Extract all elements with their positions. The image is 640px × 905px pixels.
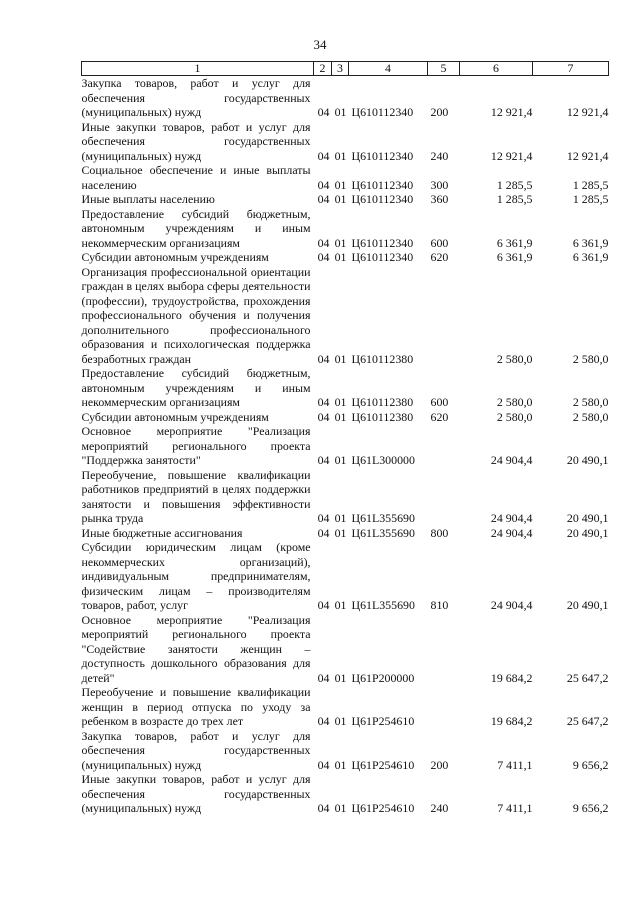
row-amount-2: 6 361,9 — [572, 235, 609, 250]
row-amount-1: 19 684,2 — [490, 670, 533, 685]
row-target-article: Ц610112340 — [351, 148, 414, 163]
row-section: 04 — [317, 177, 330, 192]
row-amount-1: 6 361,9 — [496, 235, 533, 250]
row-target-article: Ц610112340 — [351, 250, 414, 264]
row-expense-type: 600 — [430, 235, 449, 250]
row-section: 04 — [317, 395, 330, 409]
table-row — [82, 424, 609, 468]
row-section: 04 — [317, 192, 330, 206]
row-name: Иные закупки товаров, работ и услуг для обеспечения государственных (муниципальных) нужд — [81, 772, 311, 815]
row-section: 04 — [317, 757, 330, 772]
row-target-article: Ц61P254610 — [351, 801, 415, 815]
row-section: 04 — [317, 235, 330, 250]
row-amount-1: 2 580,0 — [496, 351, 533, 366]
row-name: Субсидии юридическим лицам (кроме некоммерческих организаций), индивидуальным предпринимателям, физическим лицам – производителям товаров, работ, услуг — [81, 540, 311, 612]
row-section: 04 — [317, 148, 330, 163]
row-section: 04 — [317, 409, 330, 424]
table-row — [82, 729, 609, 773]
table-row — [82, 410, 609, 425]
table-row — [82, 468, 609, 526]
row-expense-type: 620 — [430, 409, 449, 424]
row-subsection: 01 — [334, 409, 347, 424]
row-subsection: 01 — [334, 757, 347, 772]
row-target-article: Ц61L355690 — [351, 525, 415, 540]
row-section: 04 — [317, 525, 330, 540]
row-subsection: 01 — [334, 395, 347, 409]
row-name: Субсидии автономным учреждениям — [81, 409, 269, 424]
row-target-article: Ц61L355690 — [351, 598, 415, 612]
row-amount-1: 2 580,0 — [496, 395, 533, 409]
row-amount-1: 1 285,5 — [496, 177, 533, 192]
row-amount-1: 19 684,2 — [490, 714, 533, 728]
row-expense-type: 240 — [430, 148, 449, 163]
table-row — [82, 120, 609, 164]
row-expense-type: 800 — [430, 525, 449, 540]
row-amount-2: 1 285,5 — [572, 177, 609, 192]
row-amount-1: 7 411,1 — [497, 801, 533, 815]
table-row — [82, 613, 609, 686]
budget-table — [81, 61, 609, 816]
row-target-article: Ц610112340 — [351, 177, 414, 192]
row-name: Переобучение и повышение квалификации женщин в период отпуска по уходу за ребенком в возрасте до трех лет — [81, 685, 311, 728]
table-row — [82, 207, 609, 251]
table-row — [82, 540, 609, 613]
row-section: 04 — [317, 714, 330, 728]
row-expense-type: 200 — [430, 757, 449, 772]
row-target-article: Ц610112380 — [351, 395, 414, 409]
row-amount-2: 20 490,1 — [566, 511, 609, 525]
row-subsection: 01 — [334, 453, 347, 467]
row-amount-2: 1 285,5 — [572, 192, 609, 206]
row-amount-1: 2 580,0 — [496, 409, 533, 424]
row-expense-type: 810 — [430, 598, 449, 612]
row-name: Закупка товаров, работ и услуг для обеспечения государственных (муниципальных) нужд — [81, 76, 311, 119]
row-name: Субсидии автономным учреждениям — [81, 250, 269, 264]
row-amount-2: 2 580,0 — [572, 409, 609, 424]
row-amount-2: 9 656,2 — [572, 801, 609, 815]
row-subsection: 01 — [334, 714, 347, 728]
header-cell-expense-type: 5 — [428, 62, 460, 76]
row-amount-1: 24 904,4 — [490, 453, 533, 467]
row-subsection: 01 — [334, 511, 347, 525]
row-expense-type — [428, 468, 460, 526]
row-section: 04 — [317, 453, 330, 467]
header-cell-section: 2 — [314, 62, 332, 76]
row-amount-2: 25 647,2 — [566, 670, 609, 685]
row-target-article: Ц610112380 — [351, 409, 414, 424]
row-target-article: Ц610112340 — [351, 105, 414, 119]
table-row — [82, 366, 609, 410]
table-row — [82, 250, 609, 265]
row-expense-type: 240 — [430, 801, 449, 815]
row-target-article: Ц61L355690 — [351, 511, 415, 525]
header-cell-amount-1: 6 — [460, 62, 533, 76]
row-section: 04 — [317, 801, 330, 815]
row-section: 04 — [317, 351, 330, 366]
row-name: Закупка товаров, работ и услуг для обеспечения государственных (муниципальных) нужд — [81, 728, 311, 772]
row-name: Социальное обеспечение и иные выплаты населению — [81, 163, 311, 192]
row-expense-type — [428, 265, 460, 367]
row-amount-1: 12 921,4 — [490, 148, 533, 163]
row-name: Предоставление субсидий бюджетным, автономным учреждениям и иным некоммерческим организациям — [81, 206, 311, 250]
header-cell-amount-2: 7 — [533, 62, 609, 76]
row-amount-2: 20 490,1 — [566, 525, 609, 540]
row-amount-2: 20 490,1 — [566, 598, 609, 612]
row-expense-type: 200 — [430, 105, 449, 119]
row-expense-type — [428, 685, 460, 729]
row-target-article: Ц61L300000 — [351, 453, 415, 467]
row-expense-type: 600 — [430, 395, 449, 409]
row-section: 04 — [317, 250, 330, 264]
row-amount-2: 12 921,4 — [566, 105, 609, 119]
row-target-article: Ц610112340 — [351, 235, 414, 250]
row-amount-1: 7 411,1 — [497, 757, 533, 772]
row-section: 04 — [317, 511, 330, 525]
table-row — [82, 76, 609, 120]
table-row — [82, 772, 609, 816]
row-target-article: Ц61P254610 — [351, 714, 415, 728]
row-expense-type — [428, 613, 460, 686]
row-amount-1: 12 921,4 — [490, 105, 533, 119]
table-row — [82, 192, 609, 207]
table-row — [82, 265, 609, 367]
row-subsection: 01 — [334, 177, 347, 192]
table-row — [82, 526, 609, 541]
table-row — [82, 685, 609, 729]
row-amount-1: 24 904,4 — [490, 525, 533, 540]
row-section: 04 — [317, 598, 330, 612]
row-amount-2: 25 647,2 — [566, 714, 609, 728]
row-amount-2: 9 656,2 — [572, 757, 609, 772]
row-expense-type: 360 — [430, 192, 449, 206]
row-name: Иные закупки товаров, работ и услуг для обеспечения государственных (муниципальных) нужд — [81, 119, 311, 163]
row-amount-1: 6 361,9 — [496, 250, 533, 264]
row-target-article: Ц610112340 — [351, 192, 414, 206]
row-name: Предоставление субсидий бюджетным, автономным учреждениям и иным некоммерческим организациям — [81, 366, 311, 409]
row-amount-1: 24 904,4 — [490, 511, 533, 525]
row-amount-1: 1 285,5 — [496, 192, 533, 206]
header-cell-target-article: 4 — [349, 62, 428, 76]
row-amount-2: 6 361,9 — [572, 250, 609, 264]
row-subsection: 01 — [334, 235, 347, 250]
row-expense-type: 620 — [430, 250, 449, 264]
row-subsection: 01 — [334, 351, 347, 366]
row-subsection: 01 — [334, 250, 347, 264]
row-amount-2: 2 580,0 — [572, 351, 609, 366]
row-subsection: 01 — [334, 525, 347, 540]
header-cell-name: 1 — [82, 62, 314, 76]
row-name: Иные выплаты населению — [81, 192, 215, 206]
row-subsection: 01 — [334, 105, 347, 119]
table-row — [82, 163, 609, 192]
row-name: Иные бюджетные ассигнования — [81, 525, 243, 540]
header-cell-subsection: 3 — [332, 62, 349, 76]
row-amount-1: 24 904,4 — [490, 598, 533, 612]
row-subsection: 01 — [334, 598, 347, 612]
row-expense-type — [428, 424, 460, 468]
row-section: 04 — [317, 670, 330, 685]
row-section: 04 — [317, 105, 330, 119]
row-subsection: 01 — [334, 801, 347, 815]
row-amount-2: 20 490,1 — [566, 453, 609, 467]
row-amount-2: 2 580,0 — [572, 395, 609, 409]
row-subsection: 01 — [334, 670, 347, 685]
row-name: Основное мероприятие "Реализация мероприятий регионального проекта "Поддержка занятости" — [81, 424, 311, 467]
row-name: Переобучение, повышение квалификации работников предприятий в целях поддержки занятости и повышения эффективности рынка труда — [81, 467, 311, 525]
row-name: Организация профессиональной ориентации граждан в целях выбора сферы деятельности (профессии), трудоустройства, прохождения профессионального обучения и получения дополнительного профессионального образования и психологическая поддержка безработных граждан — [81, 264, 311, 366]
row-target-article: Ц610112380 — [351, 351, 414, 366]
row-name: Основное мероприятие "Реализация мероприятий регионального проекта "Содействие занятости женщин – доступность дошкольного образования для детей" — [81, 612, 311, 685]
header-row — [82, 62, 609, 76]
row-subsection: 01 — [334, 148, 347, 163]
row-expense-type: 300 — [430, 177, 449, 192]
row-target-article: Ц61P200000 — [351, 670, 415, 685]
row-amount-2: 12 921,4 — [566, 148, 609, 163]
page-number: 34 — [313, 37, 327, 52]
row-subsection: 01 — [334, 192, 347, 206]
row-target-article: Ц61P254610 — [351, 757, 415, 772]
